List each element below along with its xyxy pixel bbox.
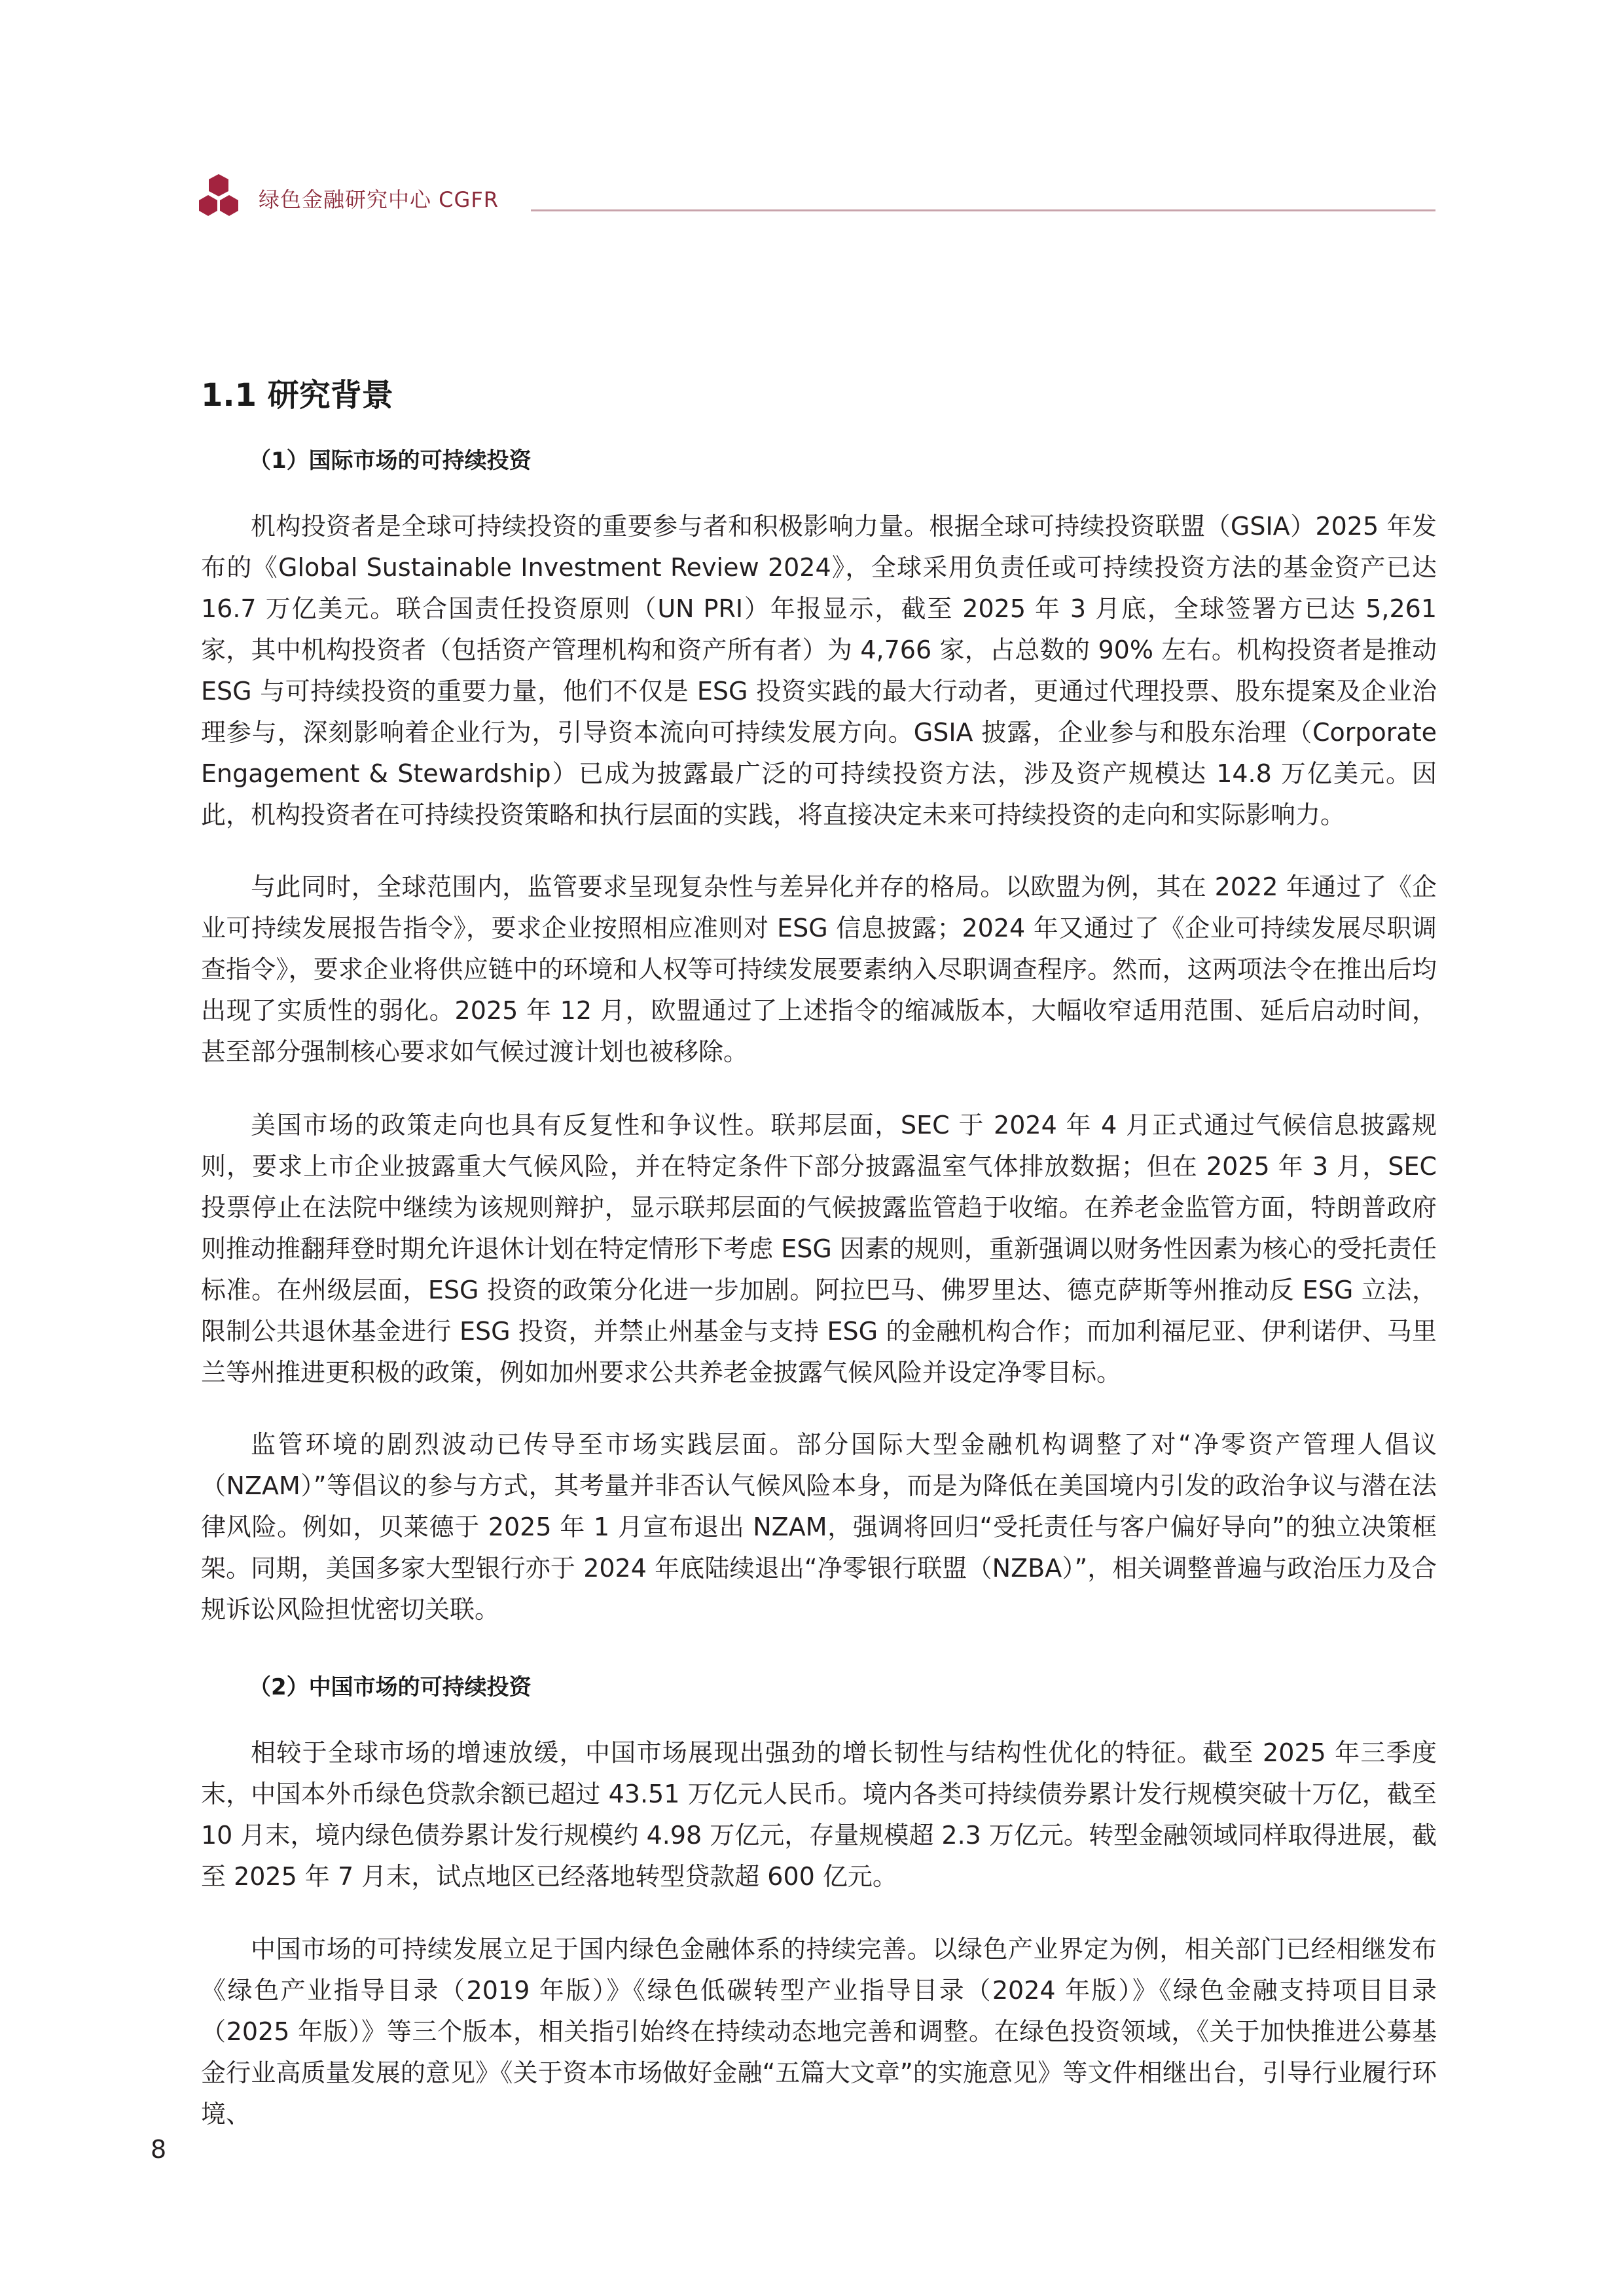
paragraph: 美国市场的政策走向也具有反复性和争议性。联邦层面，SEC 于 2024 年 4 月正式通过气候信息披露规则，要求上市企业披露重大气候风险，并在特定条件下部分披露温室气体排放数据；但在 2025 年 3 月，SEC 投票停止在法院中继续为该规则辩护，显示联邦层面的气候披露监管趋于收缩。在养老金监管方面，特朗普政府则推动推翻拜登时期允许退休计划在特定情形下考虑 ESG 因素的规则，重新强调以财务性因素为核心的受托责任标准。在州级层面，ESG 投资的政策分化进一步加剧。阿拉巴马、佛罗里达、德克萨斯等州推动反 ESG 立法，限制公共退休基金进行 ESG 投资，并禁止州基金与支持 ESG 的金融机构合作；而加利福尼亚、伊利诺伊、马里兰等州推进更积极的政策，例如加州要求公共养老金披露气候风险并设定净零目标。 [201, 1111, 1437, 1387]
page-number: 8 [151, 2135, 167, 2164]
subsection-heading-china: （2）中国市场的可持续投资 [249, 1674, 532, 1700]
cgfr-logo-icon [198, 173, 239, 219]
header-organization: 绿色金融研究中心 CGFR [259, 187, 499, 212]
paragraph: 监管环境的剧烈波动已传导至市场实践层面。部分国际大型金融机构调整了对“净零资产管理人倡议（NZAM）”等倡议的参与方式，其考量并非否认气候风险本身，而是为降低在美国境内引发的政治争议与潜在法律风险。例如，贝莱德于 2025 年 1 月宣布退出 NZAM，强调将回归“受托责任与客户偏好导向”的独立决策框架。同期，美国多家大型银行亦于 2024 年底陆续退出“净零银行联盟（NZBA）”，相关调整普遍与政治压力及合规诉讼风险担忧密切关联。 [201, 1430, 1437, 1624]
paragraph: 与此同时，全球范围内，监管要求呈现复杂性与差异化并存的格局。以欧盟为例，其在 2022 年通过了《企业可持续发展报告指令》，要求企业按照相应准则对 ESG 信息披露；2024 年又通过了《企业可持续发展尽职调查指令》，要求企业将供应链中的环境和人权等可持续发展要素纳入尽职调查程序。然而，这两项法令在推出后均出现了实质性的弱化。2025 年 12 月，欧盟通过了上述指令的缩减版本，大幅收窄适用范围、延后启动时间，甚至部分强制核心要求如气候过渡计划也被移除。 [201, 872, 1437, 1066]
paragraph: 机构投资者是全球可持续投资的重要参与者和积极影响力量。根据全球可持续投资联盟（GSIA）2025 年发布的《Global Sustainable Investment Review 2024》，全球采用负责任或可持续投资方法的基金资产已达 16.7 万亿美元。联合国责任投资原则（UN PRI）年报显示，截至 2025 年 3 月底，全球签署方已达 5,261 家，其中机构投资者（包括资产管理机构和资产所有者）为 4,766 家，占总数的 90% 左右。机构投资者是推动 ESG 与可持续投资的重要力量，他们不仅是 ESG 投资实践的最大行动者，更通过代理投票、股东提案及企业治理参与，深刻影响着企业行为，引导资本流向可持续发展方向。GSIA 披露，企业参与和股东治理（Corporate Engagement & Stewardship）已成为披露最广泛的可持续投资方法，涉及资产规模达 14.8 万亿美元。因此，机构投资者在可持续投资策略和执行层面的实践，将直接决定未来可持续投资的走向和实际影响力。 [201, 512, 1437, 829]
subsection-heading-international: （1）国际市场的可持续投资 [249, 448, 532, 474]
page-header [198, 169, 1435, 221]
paragraph: 相较于全球市场的增速放缓，中国市场展现出强劲的增长韧性与结构性优化的特征。截至 2025 年三季度末，中国本外币绿色贷款余额已超过 43.51 万亿元人民币。境内各类可持续债券累计发行规模突破十万亿，截至 10 月末，境内绿色债券累计发行规模约 4.98 万亿元，存量规模超 2.3 万亿元。转型金融领域同样取得进展，截至 2025 年 7 月末，试点地区已经落地转型贷款超 600 亿元。 [201, 1738, 1437, 1891]
section-title: 1.1 研究背景 [201, 377, 393, 414]
paragraph: 中国市场的可持续发展立足于国内绿色金融体系的持续完善。以绿色产业界定为例，相关部门已经相继发布《绿色产业指导目录（2019 年版）》《绿色低碳转型产业指导目录（2024 年版）》《绿色金融支持项目目录（2025 年版）》等三个版本，相关指引始终在持续动态地完善和调整。在绿色投资领域，《关于加快推进公募基金行业高质量发展的意见》《关于资本市场做好金融“五篇大文章”的实施意见》等文件相继出台，引导行业履行环境、 [201, 1935, 1437, 2128]
header-divider [531, 209, 1435, 211]
